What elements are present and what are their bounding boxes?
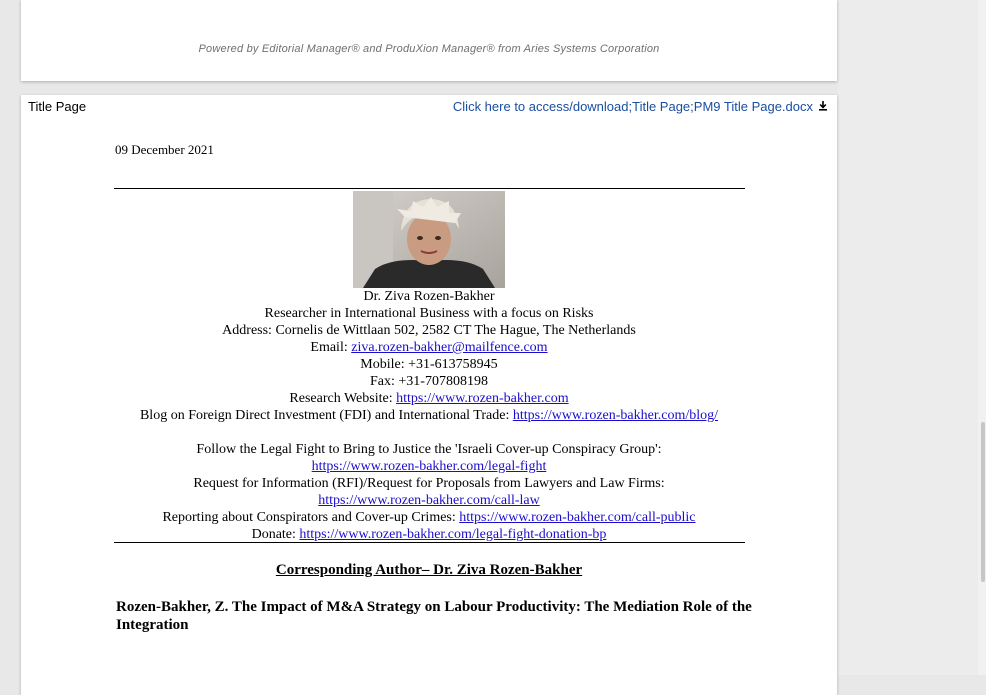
email-line: [81, 339, 777, 356]
download-link[interactable]: Click here to access/download;Title Page;PM9 Title Page.docx: [452, 99, 813, 114]
reporting-link[interactable]: https://www.rozen-bakher.com/call-public: [459, 510, 696, 525]
email-link[interactable]: ziva.rozen-bakher@mailfence.com: [351, 340, 548, 355]
legal-fight-line: [81, 458, 777, 475]
email-label: Email:: [310, 340, 352, 355]
donate-label: Donate:: [251, 527, 300, 542]
section-label: Title Page: [28, 99, 87, 114]
website-link[interactable]: https://www.rozen-bakher.com: [396, 391, 569, 406]
donate-link[interactable]: https://www.rozen-bakher.com/legal-fight-donation-bp: [299, 527, 607, 542]
previous-page: [21, 0, 837, 81]
divider-top: [114, 188, 745, 189]
scrollbar-thumb[interactable]: [981, 422, 985, 582]
author-photo: [353, 191, 505, 288]
rfi-link[interactable]: https://www.rozen-bakher.com/call-law: [318, 493, 540, 508]
document-date: 09 December 2021: [115, 142, 214, 157]
download-icon[interactable]: [818, 99, 828, 113]
blog-link[interactable]: https://www.rozen-bakher.com/blog/: [512, 408, 719, 423]
author-contact-block: [81, 288, 777, 543]
blog-label: Blog on Foreign Direct Investment (FDI) and International Trade:: [139, 408, 513, 423]
author-name: Dr. Ziva Rozen-Bakher: [363, 289, 495, 304]
reporting-line: [81, 509, 777, 526]
donate-line: [81, 526, 777, 543]
website-line: [81, 390, 777, 407]
legal-fight-text: Follow the Legal Fight to Bring to Justice the 'Israeli Cover-up Conspiracy Group':: [196, 442, 662, 457]
corresponding-author-heading: Corresponding Author– Dr. Ziva Rozen-Bakher: [275, 562, 583, 578]
author-role: Researcher in International Business with a focus on Risks: [264, 306, 594, 321]
fax-line: Fax: +31-707808198: [370, 374, 488, 389]
reporting-label: Reporting about Conspirators and Cover-up Crimes:: [162, 510, 460, 525]
mobile-line: Mobile: +31-613758945: [360, 357, 498, 372]
viewer-background: [838, 0, 986, 675]
title-page: [21, 95, 837, 695]
website-label: Research Website:: [289, 391, 397, 406]
author-address: Address: Cornelis de Wittlaan 502, 2582 CT The Hague, The Netherlands: [222, 323, 636, 338]
rfi-line: [81, 492, 777, 509]
legal-fight-link[interactable]: https://www.rozen-bakher.com/legal-fight: [311, 459, 547, 474]
paper-title: Rozen-Bakher, Z. The Impact of M&A Strategy on Labour Productivity: The Mediation Role of the Integration: [116, 599, 752, 633]
divider-bottom: [114, 542, 745, 543]
powered-by-footer: Powered by Editorial Manager® and ProduXion Manager® from Aries Systems Corporation: [198, 43, 660, 55]
rfi-text: Request for Information (RFI)/Request for Proposals from Lawyers and Law Firms:: [193, 476, 665, 491]
blog-line: [81, 407, 777, 424]
